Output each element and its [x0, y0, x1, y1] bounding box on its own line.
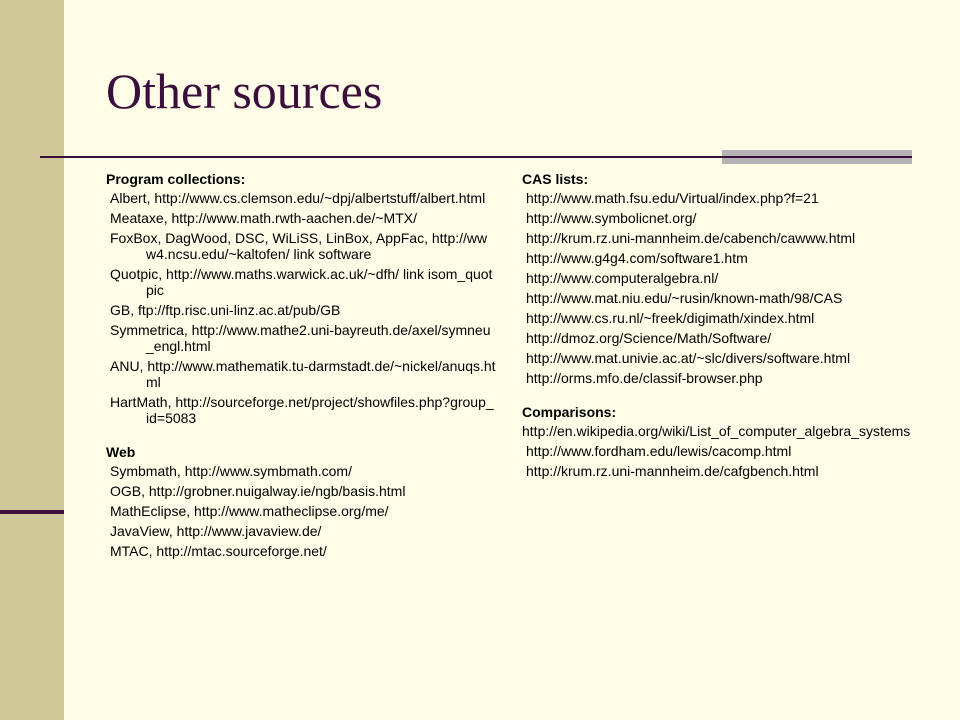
list-item[interactable]: http://www.fordham.edu/lewis/cacomp.html — [526, 443, 792, 459]
list-item[interactable]: MathEclipse, http://www.matheclipse.org/me/ — [110, 503, 389, 519]
left-accent-bar — [0, 0, 64, 720]
list-item[interactable]: Symmetrica, http://www.mathe2.uni-bayreuth.de/axel/symneu_engl.html — [110, 322, 491, 354]
comparisons-heading: Comparisons: — [522, 404, 617, 420]
right-column — [522, 171, 922, 483]
list-item[interactable]: MTAC, http://mtac.sourceforge.net/ — [110, 543, 327, 559]
list-item[interactable]: http://www.g4g4.com/software1.htm — [526, 250, 748, 266]
left-column — [106, 171, 496, 563]
list-item[interactable]: Symbmath, http://www.symbmath.com/ — [110, 463, 352, 479]
list-item[interactable]: http://dmoz.org/Science/Math/Software/ — [526, 330, 772, 346]
list-item[interactable]: http://www.mat.univie.ac.at/~slc/divers/software.html — [526, 350, 851, 366]
slide-title: Other sources — [106, 63, 383, 119]
list-item[interactable]: http://www.mat.niu.edu/~rusin/known-math/98/CAS — [526, 290, 843, 306]
cas-lists-heading: CAS lists: — [522, 171, 589, 187]
list-item[interactable]: ANU, http://www.mathematik.tu-darmstadt.de/~nickel/anuqs.html — [110, 358, 496, 390]
title-underline-accent — [722, 150, 912, 164]
left-accent-divider — [0, 510, 64, 514]
list-item[interactable]: http://orms.mfo.de/classif-browser.php — [526, 370, 763, 386]
list-item[interactable]: http://www.math.fsu.edu/Virtual/index.php?f=21 — [526, 190, 819, 206]
list-item[interactable]: http://www.computeralgebra.nl/ — [526, 270, 719, 286]
list-item[interactable]: FoxBox, DagWood, DSC, WiLiSS, LinBox, AppFac, http://www4.ncsu.edu/~kaltofen/ link software — [110, 230, 488, 262]
program-collections-heading: Program collections: — [106, 171, 246, 187]
list-item[interactable]: Albert, http://www.cs.clemson.edu/~dpj/albertstuff/albert.html — [110, 190, 486, 206]
list-item[interactable]: http://krum.rz.uni-mannheim.de/cabench/cawww.html — [526, 230, 856, 246]
list-item[interactable]: GB, ftp://ftp.risc.uni-linz.ac.at/pub/GB — [110, 302, 341, 318]
list-item[interactable]: http://www.cs.ru.nl/~freek/digimath/xindex.html — [526, 310, 815, 326]
list-item[interactable]: http://en.wikipedia.org/wiki/List_of_computer_algebra_systems — [522, 423, 911, 439]
list-item[interactable]: HartMath, http://sourceforge.net/project/showfiles.php?group_id=5083 — [110, 394, 494, 426]
list-item[interactable]: JavaView, http://www.javaview.de/ — [110, 523, 322, 539]
list-item[interactable]: Meataxe, http://www.math.rwth-aachen.de/~MTX/ — [110, 210, 417, 226]
web-heading: Web — [106, 444, 136, 460]
list-item[interactable]: OGB, http://grobner.nuigalway.ie/ngb/basis.html — [110, 483, 406, 499]
list-item[interactable]: http://www.symbolicnet.org/ — [526, 210, 697, 226]
list-item[interactable]: http://krum.rz.uni-mannheim.de/cafgbench.html — [526, 463, 819, 479]
list-item[interactable]: Quotpic, http://www.maths.warwick.ac.uk/~dfh/ link isom_quotpic — [110, 266, 493, 298]
